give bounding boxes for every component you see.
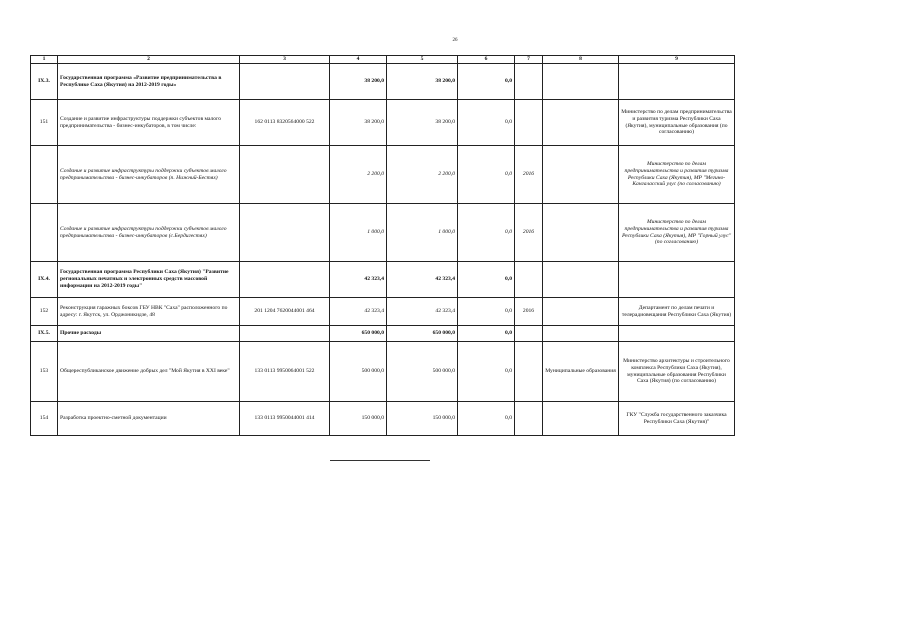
budget-code-cell (240, 262, 330, 298)
year-cell: 2016 (515, 204, 543, 262)
federal-amount-cell: 42 323,4 (387, 262, 458, 298)
table-row (31, 342, 735, 402)
responsible-cell (619, 64, 735, 100)
other-amount-cell: 0,0 (458, 326, 515, 342)
other-amount-cell: 0,0 (458, 204, 515, 262)
row-number-cell (31, 204, 58, 262)
column-header: 8 (543, 56, 619, 64)
total-amount-cell: 2 200,0 (330, 146, 387, 204)
column-header: 2 (58, 56, 240, 64)
federal-amount-cell: 500 000,0 (387, 342, 458, 402)
budget-code-cell: 133 0113 9950044001 414 (240, 402, 330, 436)
table-row (31, 100, 735, 146)
other-amount-cell: 0,0 (458, 342, 515, 402)
budget-code-cell (240, 146, 330, 204)
year-cell: 2016 (515, 146, 543, 204)
responsible-cell: ГКУ "Служба государственного заказчика Республики Саха (Якутия)" (619, 402, 735, 436)
co-financing-cell (543, 204, 619, 262)
row-number-cell: IX.3. (31, 64, 58, 100)
description-cell: Создание и развитие инфраструктуры поддержки субъектов малого предпринимательства - бизнес-инкубаторов, в том числе: (58, 100, 240, 146)
total-amount-cell: 1 000,0 (330, 204, 387, 262)
budget-code-cell: 133 0113 9950064001 522 (240, 342, 330, 402)
other-amount-cell: 0,0 (458, 298, 515, 326)
column-header: 9 (619, 56, 735, 64)
total-amount-cell: 150 000,0 (330, 402, 387, 436)
description-cell: Создание и развитие инфраструктуры поддержки субъектов малого предпринимательства - бизнес-инкубаторов (п. Нижний-Бестях) (58, 146, 240, 204)
co-financing-cell (543, 146, 619, 204)
federal-amount-cell: 42 323,4 (387, 298, 458, 326)
page-number: 26 (452, 38, 458, 43)
budget-code-cell (240, 326, 330, 342)
section-row (31, 262, 735, 298)
total-amount-cell: 38 200,0 (330, 100, 387, 146)
table-row (31, 402, 735, 436)
other-amount-cell: 0,0 (458, 402, 515, 436)
federal-amount-cell: 1 000,0 (387, 204, 458, 262)
table-row (31, 146, 735, 204)
description-cell: Прочие расходы (58, 326, 240, 342)
row-number-cell: IX.4. (31, 262, 58, 298)
co-financing-cell (543, 402, 619, 436)
column-header: 4 (330, 56, 387, 64)
responsible-cell: Министерство по делам предпринимательства и развития туризма Республики Саха (Якутия), МР "Горный улус" (по согласованию) (619, 204, 735, 262)
year-cell (515, 262, 543, 298)
budget-table (30, 55, 735, 436)
year-cell (515, 64, 543, 100)
federal-amount-cell: 150 000,0 (387, 402, 458, 436)
table-row (31, 298, 735, 326)
row-number-cell: 154 (31, 402, 58, 436)
total-amount-cell: 650 000,0 (330, 326, 387, 342)
co-financing-cell: Муниципальные образования (543, 342, 619, 402)
row-number-cell: 153 (31, 342, 58, 402)
description-cell: Создание и развитие инфраструктуры поддержки субъектов малого предпринимательства - бизнес-инкубаторов (с.Бердигестях) (58, 204, 240, 262)
description-cell: Государственная программа Республики Саха (Якутия) "Развитие региональных печатных и электронных средств массовой информации на 2012-2019 годы" (58, 262, 240, 298)
row-number-cell (31, 146, 58, 204)
total-amount-cell: 38 200,0 (330, 64, 387, 100)
year-cell: 2016 (515, 298, 543, 326)
row-number-cell: 152 (31, 298, 58, 326)
co-financing-cell (543, 262, 619, 298)
federal-amount-cell: 38 200,0 (387, 100, 458, 146)
co-financing-cell (543, 326, 619, 342)
budget-code-cell: 201 1204 7620044001 464 (240, 298, 330, 326)
year-cell (515, 402, 543, 436)
responsible-cell: Департамент по делам печати и телерадиовещания Республики Саха (Якутия) (619, 298, 735, 326)
responsible-cell (619, 326, 735, 342)
description-cell: Разработка проектно-сметной документации (58, 402, 240, 436)
total-amount-cell: 500 000,0 (330, 342, 387, 402)
column-header: 5 (387, 56, 458, 64)
column-header: 1 (31, 56, 58, 64)
co-financing-cell (543, 298, 619, 326)
total-amount-cell: 42 323,4 (330, 262, 387, 298)
co-financing-cell (543, 100, 619, 146)
other-amount-cell: 0,0 (458, 146, 515, 204)
federal-amount-cell: 38 200,0 (387, 64, 458, 100)
budget-code-cell (240, 64, 330, 100)
row-number-cell: 151 (31, 100, 58, 146)
footnote-divider (330, 460, 430, 461)
column-header: 3 (240, 56, 330, 64)
year-cell (515, 342, 543, 402)
column-header: 7 (515, 56, 543, 64)
other-amount-cell: 0,0 (458, 64, 515, 100)
total-amount-cell: 42 323,4 (330, 298, 387, 326)
co-financing-cell (543, 64, 619, 100)
responsible-cell: Министерство архитектуры и строительного комплекса Республики Саха (Якутия), муниципальные образования Республики Саха (Якутия) (по согласованию) (619, 342, 735, 402)
budget-code-cell (240, 204, 330, 262)
budget-code-cell: 162 0113 8320564000 522 (240, 100, 330, 146)
federal-amount-cell: 2 200,0 (387, 146, 458, 204)
responsible-cell (619, 262, 735, 298)
federal-amount-cell: 650 000,0 (387, 326, 458, 342)
column-header: 6 (458, 56, 515, 64)
responsible-cell: Министерство по делам предпринимательства и развития туризма Республики Саха (Якутия), муниципальные образования (по согласованию) (619, 100, 735, 146)
description-cell: Реконструкция гаражных боксов ГБУ НВК "Саха" расположенного по адресу: г. Якутск, ул. Орджоникидзе, 48 (58, 298, 240, 326)
other-amount-cell: 0,0 (458, 100, 515, 146)
other-amount-cell: 0,0 (458, 262, 515, 298)
section-row (31, 326, 735, 342)
header-row (31, 56, 735, 64)
description-cell: Общереспубликанское движение добрых дел "Мой Якутия в XXI веке" (58, 342, 240, 402)
description-cell: Государственная программа «Развитие предпринимательства в Республике Саха (Якутия) на 2012-2019 годы» (58, 64, 240, 100)
section-row (31, 64, 735, 100)
row-number-cell: IX.5. (31, 326, 58, 342)
table-row (31, 204, 735, 262)
year-cell (515, 326, 543, 342)
responsible-cell: Министерство по делам предпринимательства и развития туризма Республики Саха (Якутия), МР "Мегино-Кангаласский улус (по согласованию) (619, 146, 735, 204)
year-cell (515, 100, 543, 146)
